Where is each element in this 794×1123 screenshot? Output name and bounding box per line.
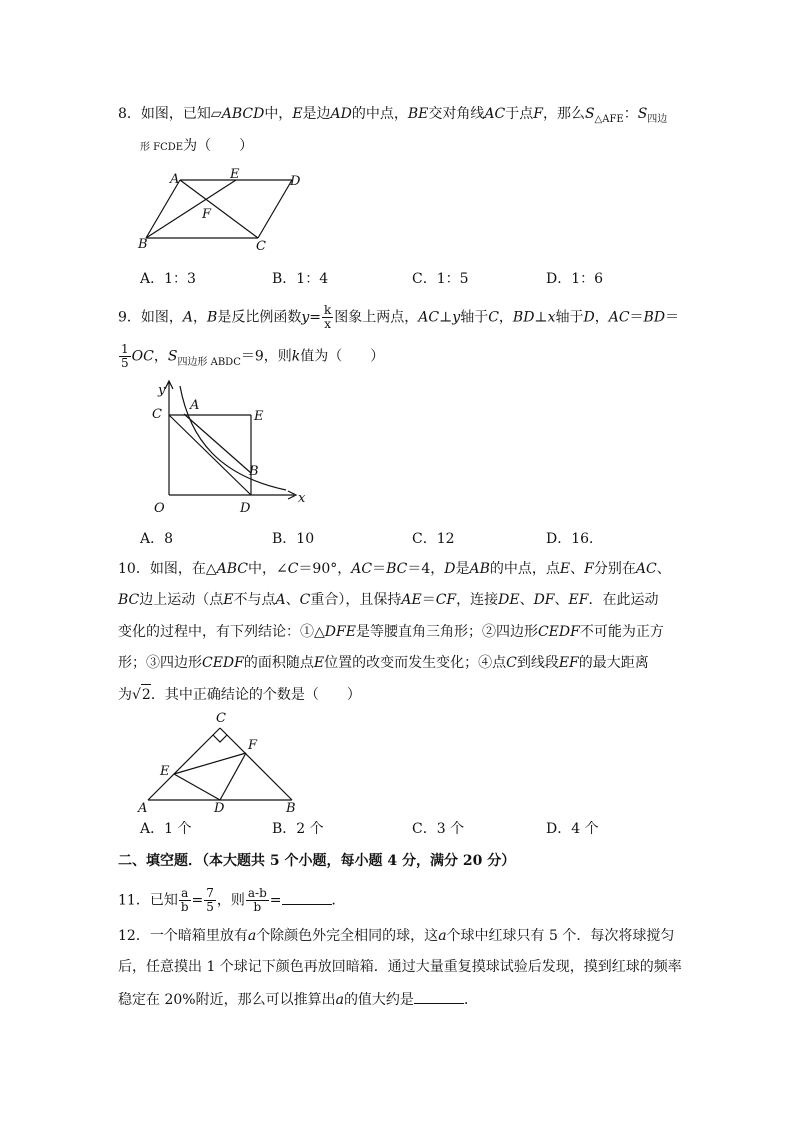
q9-option-d[interactable]: D．16． [546, 531, 604, 547]
frac-denominator: b [253, 900, 262, 914]
q12-line-3 [118, 989, 478, 1010]
label-D: D [214, 801, 225, 816]
frac-numerator: 1 [121, 342, 129, 356]
q10-text: 边上运动（点 [139, 592, 224, 608]
q12-text: 稳定在 20%附近，那么可以推算出 [118, 992, 336, 1008]
q8-option-d[interactable]: D．1：6 [546, 271, 604, 287]
q10-var: C [287, 561, 299, 577]
q11-text: ． [331, 892, 346, 909]
q10-var: F [584, 561, 594, 577]
label-D: D [290, 174, 301, 189]
q10-var: DF [533, 592, 555, 608]
q9-line-2 [118, 343, 384, 370]
q8-var: F [533, 106, 543, 122]
q9-var: y [301, 309, 310, 326]
q12-var: a [247, 928, 257, 944]
q10-text: 的面积随点 [243, 655, 314, 671]
q8-subscript: △AFE [594, 114, 624, 125]
q9-text: ， [594, 309, 609, 326]
frac-denominator: 5 [206, 900, 214, 914]
q10-text: 的中点，点 [489, 561, 560, 577]
q10-var: BC [118, 592, 140, 608]
q9-area-symbol: S [167, 348, 178, 365]
q10-text: 是等腰直角三角形；②四边形 [355, 624, 538, 640]
q9-text: ＝ [629, 309, 644, 326]
q8-line-2 [140, 136, 253, 158]
q10-option-b[interactable]: B．2 个 [272, 821, 324, 837]
q10-var: EF [558, 655, 579, 671]
q8-text: ，那么 [542, 106, 585, 122]
q10-line-4 [118, 653, 649, 673]
q10-var: C [299, 592, 311, 608]
q10-text: ，连接 [456, 592, 499, 608]
axis-label-y: y [158, 383, 166, 398]
q9-var: D [583, 309, 595, 326]
q10-line-5 [118, 684, 361, 705]
q10-text: ＝ [421, 592, 436, 608]
q10-var: CEDF [537, 624, 580, 640]
q10-var: E [559, 561, 571, 577]
q10-text: 位置的改变而发生变化；④点 [324, 655, 507, 671]
q10-line-2 [118, 590, 658, 610]
q8-area-symbol: S [584, 106, 595, 122]
label-B: B [138, 237, 148, 252]
q9-var: BD⊥x [512, 309, 556, 326]
q9-option-a[interactable]: A．8 [140, 531, 174, 547]
q9-line-1 [118, 304, 679, 331]
label-E: E [254, 409, 264, 424]
answer-blank[interactable] [282, 890, 332, 905]
answer-blank[interactable] [414, 989, 464, 1004]
q12-var: a [335, 992, 344, 1008]
q10-var: ABC [216, 561, 248, 577]
label-A: A [190, 398, 200, 413]
q11-fraction-amb-over-b [246, 887, 269, 914]
q8-var: AC [484, 106, 506, 122]
q8-text: ： [623, 106, 638, 122]
frac-numerator: 7 [206, 886, 214, 900]
q10-var: E [313, 655, 325, 671]
q10-var: DE [498, 592, 520, 608]
q10-line-3 [118, 622, 664, 642]
q9-option-b[interactable]: B．10 [272, 531, 315, 547]
q8-text: 于点 [505, 106, 534, 122]
frac-numerator: a-b [247, 886, 267, 900]
q10-text: ．在此运动 [588, 592, 659, 608]
q10-text: 不可能为正方 [579, 624, 664, 640]
q10-text: 不与点 [233, 592, 276, 608]
q8-text: 如图，已知▱ [140, 106, 222, 122]
q9-fraction-one-fifth [119, 343, 131, 370]
q10-var: CEDF [202, 655, 244, 671]
frac-denominator: 5 [121, 356, 129, 370]
q8-text: 是边 [302, 106, 331, 122]
q9-text: ， [193, 309, 208, 326]
frac-numerator: a [179, 887, 191, 901]
q10-option-c[interactable]: C．3 个 [412, 821, 465, 837]
q12-text: 个除颜色外完全相同的球，这 [256, 928, 439, 944]
q9-text: 如图， [140, 309, 183, 326]
q10-option-d[interactable]: D．4 个 [546, 821, 599, 837]
q12-text: 个球中红球只有 5 个．每次将球搅匀 [446, 928, 675, 944]
q8-option-b[interactable]: B．1：4 [272, 271, 329, 287]
q11-text: = [191, 892, 204, 909]
q10-text: 、 [285, 592, 300, 608]
q10-text: 为 [118, 687, 132, 703]
q8-var: BE [407, 106, 429, 122]
label-F: F [202, 207, 212, 222]
q11-line [118, 887, 346, 914]
sqrt-sign: √ [132, 687, 141, 703]
q12-text: 12．一个暗箱里放有 [118, 928, 248, 944]
q9-text: ， [498, 309, 513, 326]
q10-text: 形；③四边形 [118, 655, 202, 671]
q10-var: E [223, 592, 234, 608]
label-C: C [216, 711, 226, 726]
label-E: E [230, 167, 240, 182]
label-B: B [249, 464, 259, 479]
q9-text: 图象上两点， [334, 309, 419, 326]
q8-subscript: 形 FCDE [140, 142, 184, 153]
q8-text: 中， [264, 106, 293, 122]
q11-fraction-seven-fifths [204, 887, 216, 914]
q9-subscript: 四边形 ABDC [177, 356, 241, 368]
q12-text: 后，任意摸出 1 个球记下颜色再放回暗箱．通过大量重复摸球试验后发现，摸到红球的频率 [118, 959, 682, 975]
label-C: C [256, 239, 266, 254]
q9-text: 值为（ ） [300, 348, 385, 365]
q8-number: 8． [118, 106, 141, 122]
frac-denominator: b [180, 900, 189, 914]
q10-text: 到线段 [516, 655, 559, 671]
q10-option-a[interactable]: A．1 个 [140, 821, 192, 837]
q11-text: = [269, 892, 282, 909]
q8-var: AD [330, 106, 352, 122]
q9-text: 是反比例函数 [217, 309, 302, 326]
frac-denominator: x [324, 317, 332, 331]
q10-var: BC [386, 561, 408, 577]
q10-text: ＝ [372, 561, 387, 577]
q9-var: OC [131, 348, 154, 365]
q8-parallelogram-figure [130, 166, 320, 258]
q9-text: = [309, 309, 321, 326]
label-A: A [170, 172, 180, 187]
q11-fraction-a-over-b [179, 887, 191, 914]
q9-inverse-function-figure [136, 378, 316, 520]
label-C: C [152, 407, 162, 422]
q8-option-a[interactable]: A．1：3 [140, 271, 196, 287]
q10-text: 、 [570, 561, 585, 577]
q8-text: 交对角线 [428, 106, 485, 122]
q9-fraction-k-over-x [322, 304, 333, 331]
q12-line-1 [118, 926, 674, 946]
q10-var: CF [435, 592, 457, 608]
q11-text: ，则 [216, 892, 245, 909]
q8-area-symbol: S [637, 106, 648, 122]
q10-var: AE [401, 592, 422, 608]
q10-text: ．其中正确结论的个数是（ ） [150, 687, 361, 703]
q8-subscript: 四边 [647, 114, 668, 125]
q9-text: ， [153, 348, 168, 365]
q10-text: 重合），且保持 [310, 592, 402, 608]
sqrt-radicand: 2 [141, 684, 151, 705]
q12-var: a [438, 928, 447, 944]
q12-text: ． [463, 992, 478, 1008]
q10-text: 是 [455, 561, 470, 577]
q9-text: ＝9，则 [240, 348, 292, 365]
q10-text: 、 [656, 561, 671, 577]
q10-text: ＝90°， [298, 561, 352, 577]
label-O: O [154, 501, 165, 516]
q10-var: AC [635, 561, 657, 577]
q9-var: AC⊥y [418, 309, 461, 326]
q10-text: 的最大距离 [578, 655, 649, 671]
q9-number: 9． [118, 309, 141, 326]
q12-line-2 [118, 957, 682, 977]
q10-triangle-figure [134, 708, 310, 818]
q9-text: 轴于 [460, 309, 489, 326]
q8-var: ABCD [221, 106, 265, 122]
q10-text: 变化的过程中，有下列结论：①△ [118, 624, 325, 640]
q10-text: 分别在 [593, 561, 636, 577]
q10-var: AC [351, 561, 373, 577]
q10-text: 、 [554, 592, 569, 608]
q10-var: DFE [324, 624, 356, 640]
frac-numerator: k [324, 303, 332, 317]
q8-option-c[interactable]: C．1：5 [412, 271, 469, 287]
q9-var: k [291, 348, 301, 365]
q9-var: BD [643, 309, 666, 326]
q8-var: E [292, 106, 303, 122]
q9-var: A [182, 309, 194, 326]
label-A: A [138, 801, 148, 816]
q12-text: 的值大约是 [343, 992, 414, 1008]
q10-var: D [444, 561, 456, 577]
q10-text: 、 [519, 592, 534, 608]
q8-line-1 [118, 104, 667, 126]
q9-option-c[interactable]: C．12 [412, 531, 455, 547]
q10-text: 10．如图，在△ [118, 561, 217, 577]
label-D: D [240, 501, 251, 516]
q8-text: 的中点， [351, 106, 408, 122]
q10-var: EF [568, 592, 589, 608]
q8-text: 为（ ） [183, 138, 254, 154]
q10-var: AB [469, 561, 490, 577]
q10-var: A [275, 592, 286, 608]
q9-text: ＝ [665, 309, 680, 326]
q10-var: C [506, 655, 517, 671]
axis-label-x: x [298, 491, 306, 506]
label-F: F [248, 738, 258, 753]
label-E: E [160, 764, 170, 779]
section-heading: 二、填空题．（本大题共 5 个小题，每小题 4 分，满分 20 分） [118, 853, 516, 869]
q9-var: AC [608, 309, 630, 326]
q9-text: 轴于 [555, 309, 584, 326]
q10-line-1 [118, 559, 671, 579]
q9-var: B [207, 309, 218, 326]
q9-var: C [488, 309, 499, 326]
q10-text: ＝4， [407, 561, 445, 577]
q11-text: 11．已知 [118, 892, 178, 909]
label-B: B [286, 801, 296, 816]
q10-text: 中，∠ [247, 561, 288, 577]
